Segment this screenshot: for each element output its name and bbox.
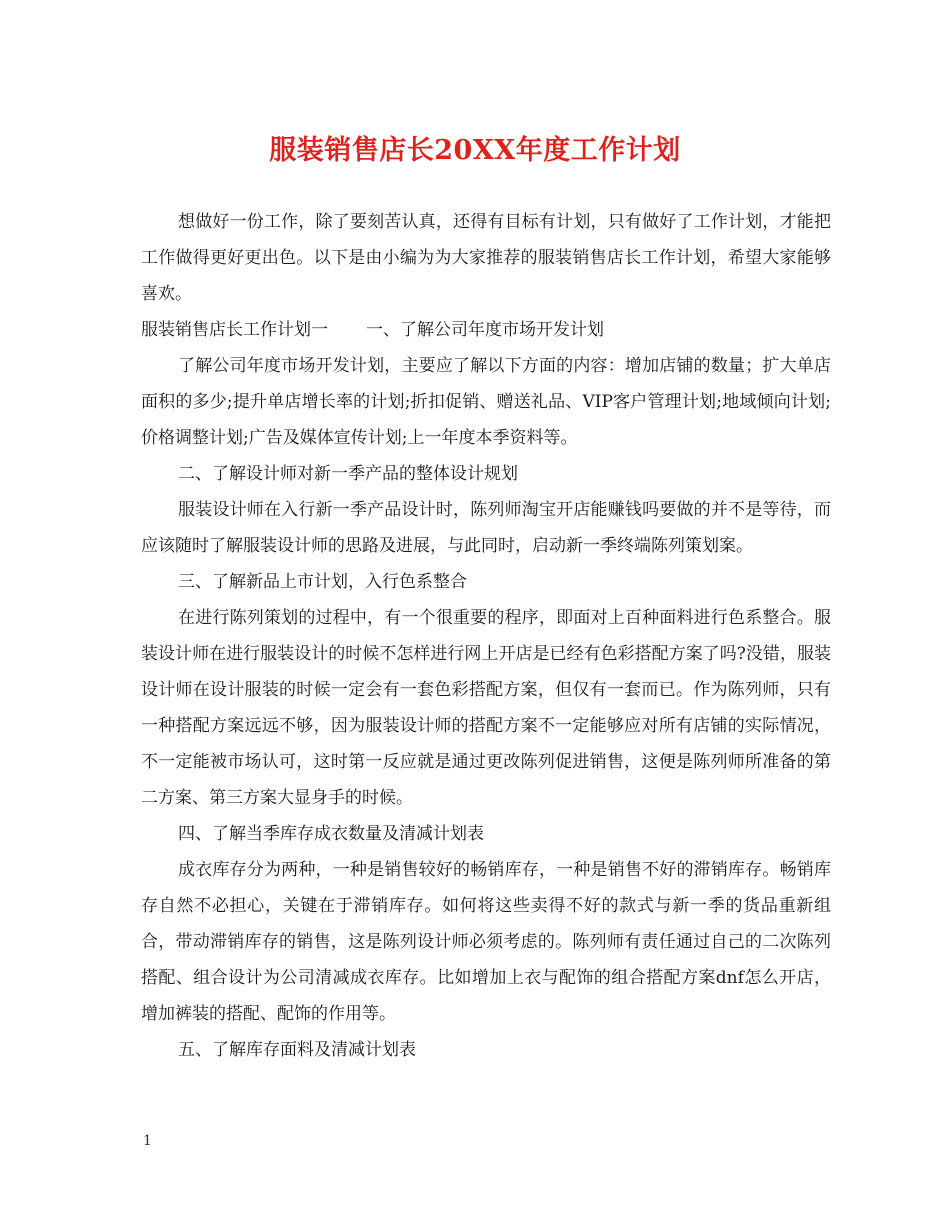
section-heading: 二、了解设计师对新一季产品的整体设计规划	[178, 464, 518, 484]
plan-label-line	[141, 312, 831, 348]
section-heading: 五、了解库存面料及清减计划表	[178, 1040, 416, 1060]
section-heading: 三、了解新品上市计划，入行色系整合	[178, 572, 467, 592]
section-heading: 四、了解当季库存成衣数量及清减计划表	[178, 824, 484, 844]
page-number: 1	[143, 1133, 152, 1149]
document-title: 服装销售店长20XX年度工作计划	[269, 135, 681, 166]
document-body	[141, 204, 831, 1068]
section-paragraph: 了解公司年度市场开发计划，主要应了解以下方面的内容：增加店铺的数量；扩大单店面积的多少;提升单店增长率的计划;折扣促销、赠送礼品、VIP客户管理计划;地域倾向计划;价格调整计划;广告及媒体宣传计划;上一年度本季资料等。	[141, 356, 831, 448]
section-paragraph: 在进行陈列策划的过程中，有一个很重要的程序，即面对上百种面料进行色系整合。服装设计师在进行服装设计的时候不怎样进行网上开店是已经有色彩搭配方案了吗?没错，服装设计师在设计服装的时候一定会有一套色彩搭配方案，但仅有一套而已。作为陈列师，只有一种搭配方案远远不够，因为服装设计师的搭配方案不一定能够应对所有店铺的实际情况，不一定能被市场认可，这时第一反应就是通过更改陈列促进销售，这便是陈列师所准备的第二方案、第三方案大显身手的时候。	[141, 608, 831, 808]
plan-label: 服装销售店长工作计划一	[141, 320, 328, 340]
section-paragraph: 服装设计师在入行新一季产品设计时，陈列师淘宝开店能赚钱吗要做的并不是等待，而应该随时了解服装设计师的思路及进展，与此同时，启动新一季终端陈列策划案。	[141, 500, 831, 556]
section-heading: 一、了解公司年度市场开发计划	[366, 320, 604, 340]
intro-paragraph: 想做好一份工作，除了要刻苦认真，还得有目标有计划，只有做好了工作计划，才能把工作做得更好更出色。以下是由小编为为大家推荐的服装销售店长工作计划，希望大家能够喜欢。	[141, 212, 831, 304]
section-paragraph: 成衣库存分为两种，一种是销售较好的畅销库存，一种是销售不好的滞销库存。畅销库存自然不必担心，关键在于滞销库存。如何将这些卖得不好的款式与新一季的货品重新组合，带动滞销库存的销售，这是陈列设计师必须考虑的。陈列师有责任通过自己的二次陈列搭配、组合设计为公司清减成衣库存。比如增加上衣与配饰的组合搭配方案dnf怎么开店，增加裤装的搭配、配饰的作用等。	[141, 860, 831, 1024]
